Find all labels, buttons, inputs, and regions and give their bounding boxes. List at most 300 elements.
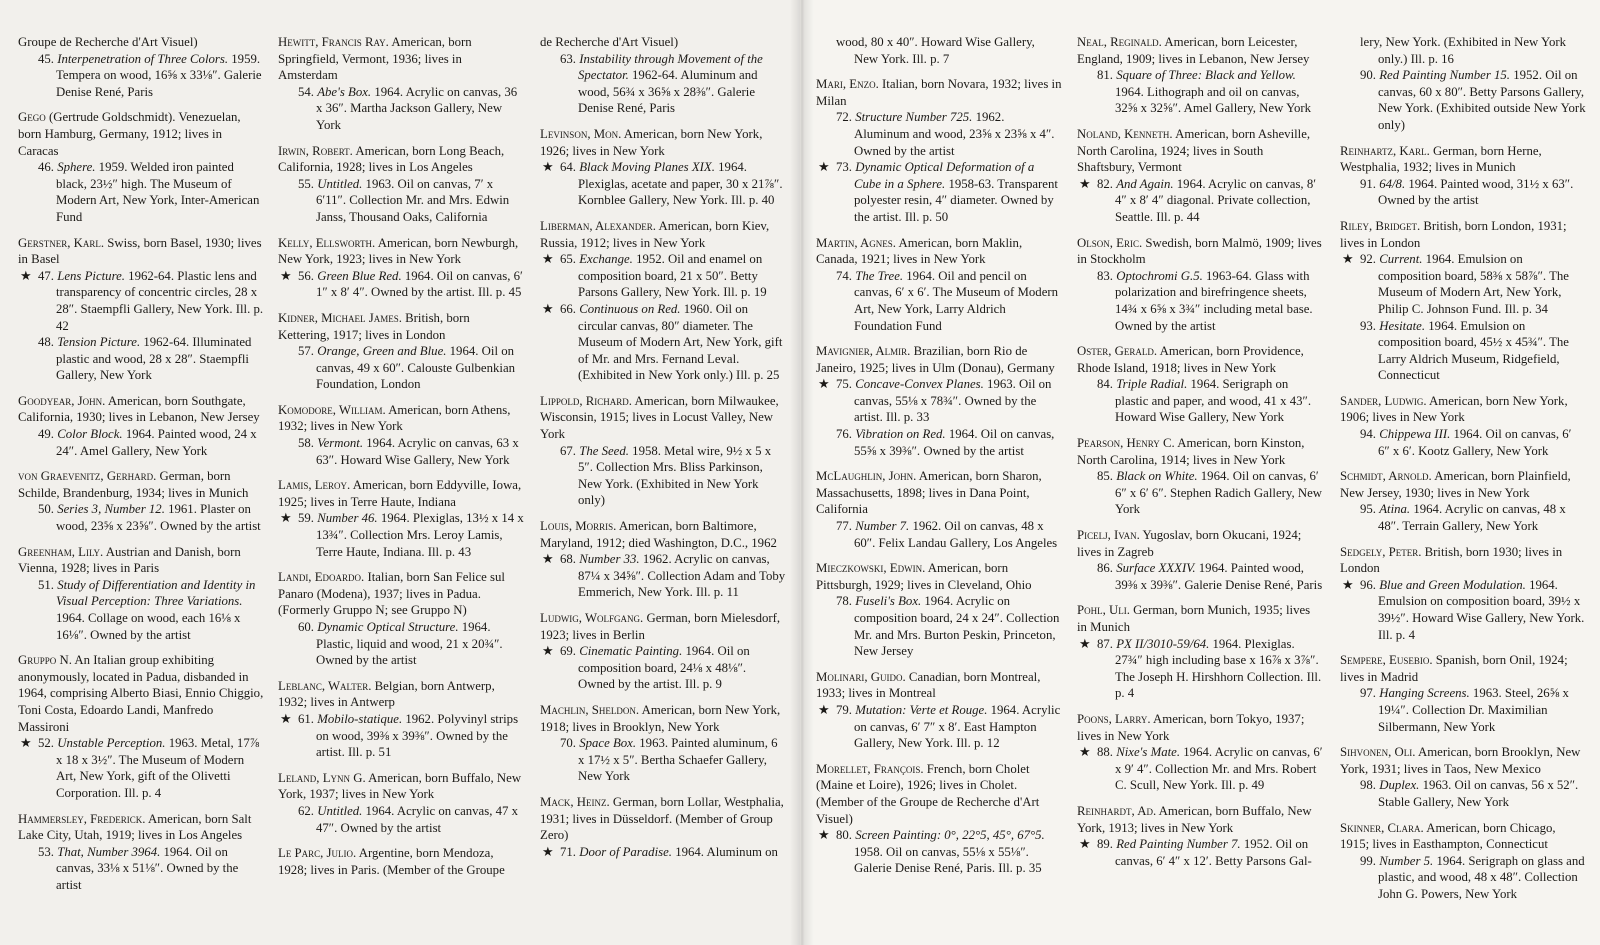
work-title: Square of Three: Black and Yellow. — [1116, 68, 1296, 83]
work-number: 74. — [836, 268, 852, 283]
catalogue-entry — [540, 218, 786, 384]
column-6 — [1340, 34, 1586, 934]
catalogue-entry — [1077, 711, 1323, 794]
work-item — [18, 268, 264, 334]
work-details: 1964. Oil on canvas, 55⅝ x 39⅜″. Owned by the artist — [854, 427, 1055, 458]
work-details: 1960. Oil on circular canvas, 80″ diameter. The Museum of Modern Art, New York, gift of Mr. and Mrs. Fernand Leval. (Exhibited in New York only.) Ill. p. 25 — [578, 301, 783, 383]
highlight-star-icon: ★ — [1079, 745, 1091, 760]
artist-bio: Canadian, born Montreal, 1933; lives in Montreal — [816, 669, 1041, 701]
work-details: 1962. Aluminum and wood, 23⅝ x 23⅝ x 4″. Owned by the artist — [854, 110, 1055, 158]
work-number: 83. — [1097, 268, 1113, 283]
catalogue-entry — [1077, 527, 1323, 593]
work-title: Fuseli's Box. — [855, 594, 922, 609]
artist-bio: German, born Schilde, Brandenburg, 1934; lives in Munich — [18, 469, 249, 500]
artist-line — [1077, 435, 1323, 468]
catalogue-entry — [1077, 435, 1323, 518]
artist-line — [278, 845, 524, 878]
artist-line — [1340, 544, 1586, 577]
work-details: 1964. Aluminum on — [675, 844, 778, 859]
artist-name: Picelj, Ivan. — [1077, 528, 1140, 543]
artist-bio: American, born Asheville, North Carolina, 1924; lives in South Shaftsbury, Vermont — [1077, 126, 1311, 175]
catalogue-entry — [540, 610, 786, 693]
work-number: 68. — [560, 552, 576, 567]
work-item — [1340, 426, 1586, 459]
catalogue-entry — [1077, 235, 1323, 335]
catalogue-entry — [278, 402, 524, 468]
work-title: Interpenetration of Three Colors. — [57, 51, 229, 66]
work-details: 1964. Emulsion on composition board, 39½ x 39½″. Howard Wise Gallery, New York. Ill. p. 4 — [1378, 577, 1585, 642]
artist-line — [540, 126, 786, 159]
work-item — [540, 643, 786, 693]
work-details: 1952. Oil on canvas, 6′ 4″ x 12′. Betty Parsons Gal- — [1115, 837, 1312, 868]
work-title: Space Box. — [579, 736, 637, 751]
artist-line — [18, 811, 264, 844]
work-item — [1340, 685, 1586, 735]
artist-line — [18, 235, 264, 268]
work-details: 1963. Oil on canvas, 7′ x 6′11″. Collection Mr. and Mrs. Edwin Janss, Thousand Oaks, California — [316, 176, 510, 224]
artist-name: Morellet, François. — [816, 761, 924, 776]
work-details: lery, New York. (Exhibited in New York only.) Ill. p. 16 — [1360, 35, 1567, 66]
work-number: 95. — [1360, 502, 1376, 517]
work-number: 49. — [38, 427, 54, 442]
work-title: Screen Painting: 0°, 22°5, 45°, 67°5. — [855, 828, 1045, 843]
work-details: 1964. Acrylic on canvas, 6′ x 9′ 4″. Collection Mr. and Mrs. Robert C. Scull, New York. Ill. p. 49 — [1115, 745, 1323, 793]
column-3 — [540, 34, 786, 934]
artist-name: Leblanc, Walter. — [278, 678, 372, 693]
work-item — [540, 251, 786, 301]
work-item — [816, 702, 1062, 752]
work-details: 1963-64. Glass with polarization and birefringence sheets, 14¾ x 6⅝ x 3¾″ including metal base. Owned by the artist — [1115, 268, 1313, 333]
work-details: 1964. Acrylic on canvas, 8′ 4″ x 8′ 4″ diagonal. Private collection, Seattle. Ill. p. 44 — [1115, 176, 1317, 224]
work-title: Number 46. — [317, 511, 378, 526]
artist-name: Skinner, Clara. — [1340, 820, 1424, 835]
catalogue-entry — [1077, 602, 1323, 702]
catalogue-entry — [278, 477, 524, 560]
catalogue-entry — [816, 560, 1062, 660]
artist-line — [1340, 744, 1586, 777]
work-details: wood, 80 x 40″. Howard Wise Gallery, New York. Ill. p. 7 — [836, 35, 1035, 66]
work-item — [540, 301, 786, 384]
work-number: 90. — [1360, 68, 1376, 83]
work-title: Continuous on Red. — [579, 301, 681, 316]
artist-name: McLaughlin, John. — [816, 469, 917, 484]
catalogue-entry — [816, 34, 1062, 67]
column-2 — [278, 34, 524, 934]
highlight-star-icon: ★ — [542, 644, 554, 659]
artist-bio: American, born Brooklyn, New York, 1931; lives in Taos, New Mexico — [1340, 745, 1581, 776]
artist-name: Kidner, Michael James. — [278, 310, 402, 325]
artist-name: Mieczkowski, Edwin. — [816, 561, 926, 576]
artist-name: Reinhardt, Ad. — [1077, 803, 1157, 818]
work-item — [278, 510, 524, 560]
artist-name: Pohl, Uli. — [1077, 603, 1130, 618]
catalogue-entry — [1077, 34, 1323, 117]
work-item — [18, 577, 264, 643]
artist-bio: Spanish, born Onil, 1924; lives in Madrid — [1340, 653, 1568, 684]
work-details: 1964. Acrylic on canvas, 48 x 48″. Terrain Gallery, New York — [1378, 502, 1566, 534]
work-number: 79. — [836, 702, 852, 717]
work-title: Sphere. — [57, 160, 96, 175]
continued-bio: de Recherche d'Art Visuel) — [540, 35, 679, 49]
artist-bio: (Gertrude Goldschmidt). Venezuelan, born Hamburg, Germany, 1912; lives in Caracas — [18, 110, 241, 158]
work-title: Red Painting Number 15. — [1379, 68, 1511, 83]
work-item — [540, 159, 786, 209]
catalogue-entry — [18, 468, 264, 534]
catalogue-entry — [278, 235, 524, 301]
catalogue-entry — [278, 569, 524, 669]
artist-line — [1340, 393, 1586, 426]
work-number: 46. — [38, 160, 54, 175]
artist-name: Mack, Heinz. — [540, 794, 610, 809]
work-title: Chippewa III. — [1379, 427, 1451, 442]
work-number: 93. — [1360, 318, 1376, 333]
artist-name: von Graevenitz, Gerhard. — [18, 469, 157, 484]
work-number: 88. — [1097, 745, 1113, 760]
artist-line — [1077, 602, 1323, 635]
artist-line — [1077, 126, 1323, 176]
artist-line — [1340, 143, 1586, 176]
work-details: 1964. Acrylic on canvas, 36 x 36″. Martha Jackson Gallery, New York — [316, 84, 518, 132]
artist-line — [1077, 235, 1323, 268]
artist-bio: American, born Eddyville, Iowa, 1925; lives in Terre Haute, Indiana — [278, 478, 522, 509]
work-item — [540, 551, 786, 601]
work-item — [1340, 318, 1586, 384]
artist-name: Sander, Ludwig. — [1340, 393, 1427, 408]
work-title: Green Blue Red. — [317, 268, 402, 283]
work-details: 1962-64. Illuminated plastic and wood, 28 x 28″. Staempfli Gallery, New York — [56, 335, 252, 383]
work-details: 1963. Oil on canvas, 55⅛ x 78¾″. Owned by the artist. Ill. p. 33 — [854, 377, 1052, 425]
work-title: The Tree. — [855, 268, 904, 283]
work-item — [816, 593, 1062, 659]
artist-line — [1340, 218, 1586, 251]
artist-name: Leland, Lynn G. — [278, 770, 366, 785]
work-details: 1959. Tempera on wood, 16⅝ x 33⅛″. Galerie Denise René, Paris — [56, 51, 262, 99]
work-item — [18, 426, 264, 459]
work-number: 54. — [298, 84, 314, 99]
work-item — [278, 435, 524, 468]
work-details: 1964. Oil on canvas, 6′ 1″ x 8′ 4″. Owned by the artist. Ill. p. 45 — [316, 268, 523, 300]
artist-line — [278, 310, 524, 343]
work-details: 1964. Painted wood, 39⅜ x 39⅜″. Galerie Denise René, Paris — [1115, 561, 1323, 592]
work-details: 1961. Plaster on wood, 23⅝ x 23⅝″. Owned by the artist — [56, 502, 261, 534]
work-number: 66. — [560, 301, 576, 316]
highlight-star-icon: ★ — [818, 828, 830, 843]
continued-bio: Groupe de Recherche d'Art Visuel) — [18, 35, 198, 49]
artist-bio: Austrian and Danish, born Vienna, 1928; lives in Paris — [18, 544, 241, 576]
work-title: That, Number 3964. — [57, 844, 161, 859]
work-title: Vibration on Red. — [855, 427, 946, 442]
catalogue-entry — [1077, 343, 1323, 426]
work-title: Surface XXXIV. — [1116, 561, 1196, 576]
artist-name: Schmidt, Arnold. — [1340, 469, 1432, 484]
work-item — [18, 51, 264, 101]
work-number: 96. — [1360, 577, 1376, 592]
highlight-star-icon: ★ — [280, 268, 292, 283]
artist-name: Goodyear, John. — [18, 393, 106, 408]
work-number: 94. — [1360, 427, 1376, 442]
work-details: 1964. Lithograph and oil on canvas, 32⅝ x 32⅝″. Amel Gallery, New York — [1115, 84, 1312, 116]
work-title: Unstable Perception. — [57, 736, 166, 751]
work-details: 1964. Emulsion on composition board, 58⅜ x 58⅞″. The Museum of Modern Art, New York, Philip C. Johnson Fund. Ill. p. 34 — [1378, 252, 1569, 316]
artist-name: Noland, Kenneth. — [1077, 126, 1173, 141]
work-title: Door of Paradise. — [579, 844, 672, 859]
book-gutter — [790, 0, 814, 945]
work-number: 47. — [38, 268, 54, 283]
work-details: 1958. Metal wire, 9½ x 5 x 5″. Collection Mrs. Bliss Parkinson, New York. (Exhibited in New York only) — [578, 443, 772, 508]
work-number: 52. — [38, 736, 54, 751]
highlight-star-icon: ★ — [542, 552, 554, 567]
work-details: 1964. Oil on canvas, 49 x 60″. Calouste Gulbenkian Foundation, London — [316, 344, 516, 392]
work-number: 84. — [1097, 377, 1113, 392]
catalogue-entry — [1340, 143, 1586, 209]
work-number: 67. — [560, 443, 576, 458]
work-number: 61. — [298, 711, 314, 726]
artist-name: Sempere, Eusebio. — [1340, 653, 1433, 668]
work-details: 1964. Painted wood, 24 x 24″. Amel Gallery, New York — [56, 427, 257, 458]
work-number: 73. — [836, 160, 852, 175]
artist-bio: American, born Providence, Rhode Island, 1918; lives in New York — [1077, 344, 1304, 375]
work-item — [1340, 853, 1586, 903]
highlight-star-icon: ★ — [542, 844, 554, 859]
work-title: Hanging Screens. — [1379, 686, 1470, 701]
catalogue-entry — [18, 544, 264, 644]
work-details: 1964. Plexiglas, 13½ x 14 x 13¾″. Collection Mrs. Leroy Lamis, Terre Haute, Indiana. Ill. p. 43 — [316, 511, 524, 559]
artist-name: Levinson, Mon. — [540, 126, 622, 141]
catalogue-entry — [540, 393, 786, 509]
artist-bio: German, born Herne, Westphalia, 1932; lives in Munich — [1340, 143, 1542, 175]
work-number: 72. — [836, 110, 852, 125]
artist-name: Kelly, Ellsworth. — [278, 235, 376, 250]
artist-line — [278, 235, 524, 268]
catalogue-entry — [540, 34, 786, 117]
work-title: The Seed. — [579, 443, 629, 458]
catalogue-entry — [816, 76, 1062, 225]
work-item — [18, 844, 264, 894]
artist-name: Irwin, Robert. — [278, 143, 353, 158]
work-item — [1077, 836, 1323, 869]
artist-line — [540, 518, 786, 551]
artist-bio: German, born Lollar, Westphalia, 1931; lives in Düsseldorf. (Member of Group Zero) — [540, 794, 784, 843]
artist-name: Martin, Agnes. — [816, 235, 896, 250]
artist-line — [18, 652, 264, 735]
work-item — [540, 51, 786, 117]
artist-bio: American, born Long Beach, California, 1928; lives in Los Angeles — [278, 143, 505, 175]
artist-bio: American, born Salt Lake City, Utah, 1919; lives in Los Angeles — [18, 811, 252, 843]
artist-name: Hammersley, Frederick. — [18, 811, 146, 826]
work-number: 91. — [1360, 176, 1376, 191]
work-item — [278, 711, 524, 761]
work-number: 87. — [1097, 636, 1113, 651]
work-title: Untitled. — [317, 176, 363, 191]
work-item — [18, 334, 264, 384]
catalogue-entry — [1340, 218, 1586, 384]
highlight-star-icon: ★ — [542, 252, 554, 267]
catalogue-entry — [1340, 468, 1586, 534]
work-number: 58. — [298, 436, 314, 451]
artist-bio: American, born Kinston, North Carolina, 1914; lives in New York — [1077, 436, 1305, 467]
work-title: Atina. — [1379, 502, 1411, 517]
catalogue-entry — [540, 518, 786, 601]
artist-name: Mari, Enzo. — [816, 77, 879, 92]
highlight-star-icon: ★ — [1079, 636, 1091, 651]
artist-bio: American, born Newburgh, New York, 1923; lives in New York — [278, 235, 519, 267]
artist-bio: Italian, born Novara, 1932; lives in Milan — [816, 77, 1062, 108]
work-details: 1964. Emulsion on composition board, 45½ x 45¾″. The Larry Aldrich Museum, Ridgefield, Connecticut — [1378, 318, 1569, 383]
work-item — [816, 827, 1062, 877]
work-item — [1077, 560, 1323, 593]
catalogue-entry — [1340, 652, 1586, 735]
catalogue-entry — [18, 811, 264, 894]
work-title: Number 5. — [1379, 853, 1434, 868]
work-number: 71. — [560, 844, 576, 859]
catalogue-entry — [278, 143, 524, 226]
work-details: 1964. Serigraph on plastic and paper, and wood, 41 x 43″. Howard Wise Gallery, New York — [1115, 377, 1312, 425]
work-title: Concave-Convex Planes. — [855, 377, 984, 392]
work-item — [1077, 376, 1323, 426]
work-number: 92. — [1360, 252, 1376, 267]
work-number: 63. — [560, 51, 576, 66]
work-number: 70. — [560, 736, 576, 751]
work-item — [1077, 744, 1323, 794]
work-title: Study of Differentiation and Identity in Visual Perception: Three Variations. — [56, 577, 256, 609]
work-number: 51. — [38, 577, 54, 592]
highlight-star-icon: ★ — [20, 736, 32, 751]
work-details: 1964. Oil on canvas, 33⅛ x 51⅛″. Owned by the artist — [56, 844, 239, 892]
artist-line — [540, 393, 786, 443]
work-item — [816, 109, 1062, 159]
artist-name: Landi, Edoardo. — [278, 570, 365, 585]
catalogue-entry — [278, 678, 524, 761]
work-item — [540, 735, 786, 785]
work-details: 1964. Oil on canvas, 6′ 6″ x 6′ 6″. Stephen Radich Gallery, New York — [1115, 469, 1323, 517]
work-item — [1077, 468, 1323, 518]
work-title: Dynamic Optical Deformation of a Cube in a Sphere. — [854, 160, 1035, 191]
work-details: 1964. Plastic, liquid and wood, 21 x 20¾″. Owned by the artist — [316, 620, 503, 668]
work-details: 1962-64. Plastic lens and transparency of concentric circles, 28 x 28″. Staempfli Gallery, New York. Ill. p. 42 — [56, 268, 264, 333]
work-number: 59. — [298, 511, 314, 526]
artist-line — [1340, 652, 1586, 685]
work-item — [816, 268, 1062, 334]
artist-line — [1077, 34, 1323, 67]
catalogue-entry — [18, 652, 264, 801]
catalogue-entry — [18, 109, 264, 225]
artist-line — [18, 468, 264, 501]
work-item — [816, 376, 1062, 426]
work-item — [1077, 268, 1323, 334]
artist-bio: American, born Springfield, Vermont, 1936; lives in Amsterdam — [278, 35, 472, 83]
work-details: 1963. Metal, 17⅞ x 18 x 3½″. The Museum of Modern Art, New York, gift of the Olivetti Corporation. Ill. p. 4 — [56, 736, 260, 800]
artist-line — [816, 343, 1062, 376]
work-number: 98. — [1360, 778, 1376, 793]
artist-bio: American, born Pittsburgh, 1929; lives in Cleveland, Ohio — [816, 561, 1032, 592]
artist-name: Riley, Bridget. — [1340, 218, 1421, 233]
work-number: 85. — [1097, 469, 1113, 484]
catalogue-entry — [18, 34, 264, 100]
work-number: 89. — [1097, 837, 1113, 852]
artist-bio: American, born Chicago, 1915; lives in Easthampton, Connecticut — [1340, 820, 1556, 852]
artist-line — [18, 544, 264, 577]
artist-bio: American, born Buffalo, New York, 1913; lives in New York — [1077, 803, 1312, 835]
work-title: Mobilo-statique. — [317, 711, 403, 726]
work-title: Hesitate. — [1379, 318, 1426, 333]
work-details: 1963. Painted aluminum, 6 x 17½ x 5″. Bertha Schaefer Gallery, New York — [578, 736, 778, 784]
work-title: Blue and Green Modulation. — [1379, 577, 1526, 592]
work-number: 64. — [560, 160, 576, 175]
artist-line — [278, 678, 524, 711]
catalogue-entry — [278, 34, 524, 134]
catalogue-entry — [1340, 744, 1586, 810]
work-details: 1963. Steel, 26⅝ x 19¼″. Collection Dr. Maximilian Silbermann, New York — [1378, 686, 1569, 734]
work-details: 1964. Oil on composition board, 24⅛ x 48⅛″. Owned by the artist. Ill. p. 9 — [578, 644, 750, 692]
work-title: And Again. — [1116, 176, 1174, 191]
catalogue-entry — [540, 794, 786, 860]
catalogue-entry — [540, 702, 786, 785]
artist-bio: American, born Maklin, Canada, 1921; lives in New York — [816, 235, 1023, 267]
work-details: 1958. Oil on canvas, 55⅛ x 55⅛″. Galerie Denise René, Paris. Ill. p. 35 — [854, 844, 1042, 876]
work-details: 1964. Painted wood, 31½ x 63″. Owned by the artist — [1378, 176, 1574, 208]
artist-line — [540, 702, 786, 735]
artist-line — [278, 569, 524, 619]
work-title: PX II/3010-59/64. — [1116, 636, 1210, 651]
work-title: Duplex. — [1379, 778, 1420, 793]
artist-name: Sedgely, Peter. — [1340, 544, 1422, 559]
catalogue-entry — [816, 235, 1062, 335]
artist-line — [540, 610, 786, 643]
work-title: Series 3, Number 12. — [57, 502, 165, 517]
work-title: Current. — [1379, 252, 1423, 267]
work-number: 69. — [560, 644, 576, 659]
work-title: 64/8. — [1379, 176, 1406, 191]
work-item — [1340, 67, 1586, 133]
work-details: 1963. Oil on canvas, 56 x 52″. Stable Gallery, New York — [1378, 778, 1579, 809]
work-details: 1952. Oil and enamel on composition board, 21 x 50″. Betty Parsons Gallery, New York. Ill. p. 19 — [578, 252, 767, 300]
work-title: Nixe's Mate. — [1116, 745, 1181, 760]
artist-name: Lamis, Leroy. — [278, 478, 351, 493]
work-details: 1964. Plexiglas, acetate and paper, 30 x 21⅞″. Kornblee Gallery, New York. Ill. p. 40 — [578, 160, 783, 208]
artist-bio: American, born New York, 1918; lives in Brooklyn, New York — [540, 702, 781, 734]
work-item — [278, 84, 524, 134]
artist-bio: Yugoslav, born Okucani, 1924; lives in Zagreb — [1077, 528, 1302, 559]
work-number: 82. — [1097, 176, 1113, 191]
artist-name: Lippold, Richard. — [540, 393, 632, 408]
artist-name: Gruppo N. — [18, 653, 72, 668]
highlight-star-icon: ★ — [542, 301, 554, 316]
work-title: Lens Picture. — [57, 268, 125, 283]
highlight-star-icon: ★ — [20, 268, 32, 283]
highlight-star-icon: ★ — [1079, 837, 1091, 852]
work-title: Number 7. — [855, 519, 910, 534]
artist-line — [816, 76, 1062, 109]
work-item — [1077, 67, 1323, 117]
work-number: 60. — [298, 620, 314, 634]
work-details: 1964. Acrylic on canvas, 47 x 47″. Owned by the artist — [316, 803, 519, 835]
artist-name: Sihvonen, Oli. — [1340, 745, 1416, 760]
work-details: 1959. Welded iron painted black, 23½″ high. The Museum of Modern Art, New York, Inter-American Fund — [56, 160, 260, 224]
work-details: 1964. Collage on wood, each 16⅛ x 16⅛″. Owned by the artist — [56, 611, 241, 642]
work-number: 78. — [836, 594, 852, 609]
work-details: 1958-63. Transparent polyester resin, 4″ diameter. Owned by the artist. Ill. p. 50 — [854, 176, 1058, 224]
catalogue-entry — [278, 770, 524, 836]
catalogue-entry — [816, 343, 1062, 459]
work-item — [816, 159, 1062, 225]
catalogue-entry — [18, 235, 264, 384]
artist-line — [816, 560, 1062, 593]
work-details: 1964. Oil and pencil on canvas, 6′ x 6′. The Museum of Modern Art, New York, Larry Aldrich Foundation Fund — [854, 268, 1059, 333]
artist-name: Molinari, Guido. — [816, 669, 906, 684]
work-item — [18, 501, 264, 534]
artist-name: Machlin, Sheldon. — [540, 702, 640, 717]
artist-line — [816, 761, 1062, 827]
